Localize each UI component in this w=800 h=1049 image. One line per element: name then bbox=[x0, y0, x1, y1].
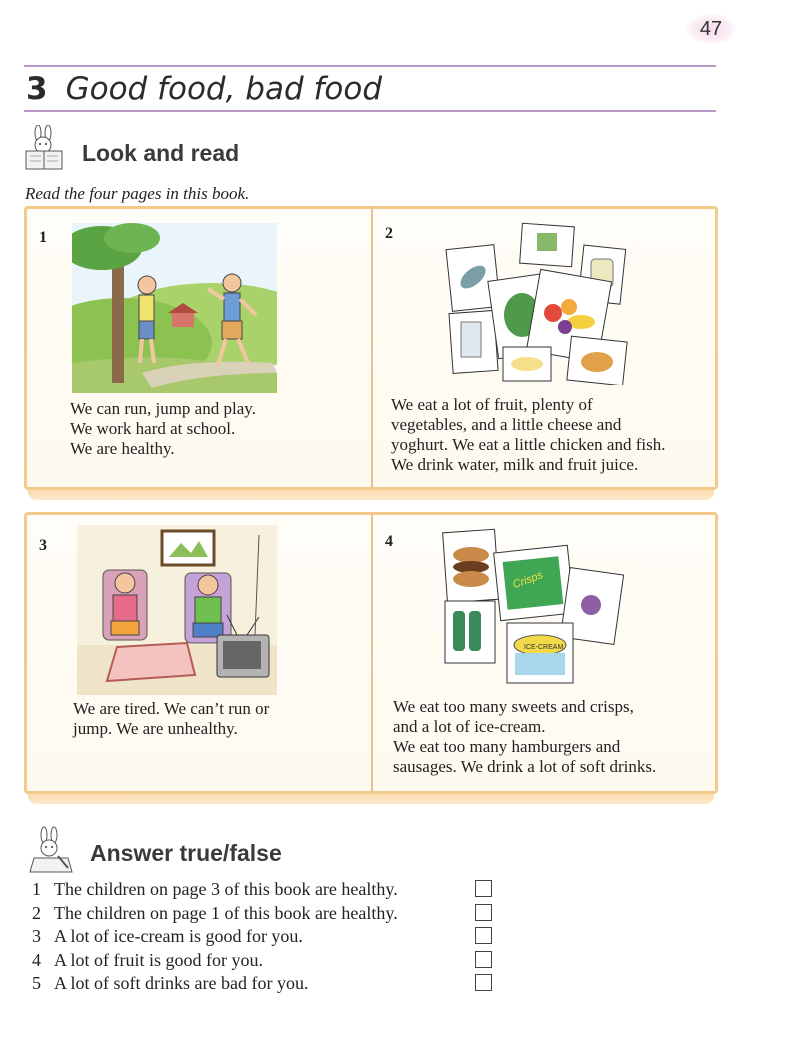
panel-line: We eat a lot of fruit, plenty of bbox=[391, 395, 593, 414]
instruction-text: Read the four pages in this book. bbox=[25, 184, 250, 203]
item-text: A lot of soft drinks are bad for you. bbox=[54, 973, 309, 993]
panel-line: jump. We are unhealthy. bbox=[73, 719, 238, 738]
book-page-edge bbox=[28, 794, 714, 804]
answer-true-false-heading: Answer true/false bbox=[90, 840, 282, 866]
list-item bbox=[32, 878, 502, 902]
answer-checkbox[interactable] bbox=[475, 904, 492, 921]
title-rule-bottom bbox=[24, 110, 716, 112]
list-item bbox=[32, 902, 502, 926]
reading-rabbit-icon bbox=[22, 125, 66, 173]
book-page-2 bbox=[372, 206, 718, 490]
panel-line: and a lot of ice-cream. bbox=[393, 717, 546, 736]
panel-line: We are tired. We can’t run or bbox=[73, 699, 270, 718]
ice-cream-label: ICE-CREAM bbox=[524, 644, 564, 651]
unit-title bbox=[26, 68, 382, 110]
panel-line: We eat too many sweets and crisps, bbox=[393, 697, 634, 716]
crisps-label: Crisps bbox=[511, 569, 545, 592]
list-item bbox=[32, 925, 502, 949]
item-number: 3 bbox=[32, 926, 41, 946]
item-text: The children on page 3 of this book are healthy. bbox=[54, 879, 398, 899]
unit-number: 3 bbox=[26, 71, 48, 107]
book-page-4 bbox=[372, 512, 718, 794]
panel-line: We eat too many hamburgers and bbox=[393, 737, 621, 756]
item-text: A lot of fruit is good for you. bbox=[54, 949, 263, 970]
look-and-read-heading: Look and read bbox=[82, 140, 240, 166]
book-page-3 bbox=[24, 512, 372, 794]
title-rule-top bbox=[24, 65, 716, 67]
panel-line: We are healthy. bbox=[70, 439, 175, 458]
item-number: 5 bbox=[32, 973, 41, 993]
list-item bbox=[32, 949, 502, 973]
item-number: 4 bbox=[32, 949, 41, 970]
panel-number: 3 bbox=[39, 537, 47, 554]
answer-checkbox[interactable] bbox=[475, 974, 492, 991]
item-text: A lot of ice-cream is good for you. bbox=[54, 926, 303, 946]
panel-number: 1 bbox=[39, 229, 47, 246]
page-number: 47 bbox=[686, 14, 736, 44]
book-page-1 bbox=[24, 206, 372, 490]
panel-line: We work hard at school. bbox=[70, 419, 236, 438]
book-spread-1 bbox=[24, 206, 718, 490]
answer-checkbox[interactable] bbox=[475, 880, 492, 897]
true-false-list bbox=[32, 878, 502, 996]
item-text: The children on page 1 of this book are healthy. bbox=[54, 902, 398, 923]
panel-text bbox=[391, 395, 665, 475]
panel-line: yoghurt. We eat a little chicken and fish. bbox=[391, 435, 666, 454]
item-number: 2 bbox=[32, 902, 41, 923]
children-playing-illustration bbox=[72, 223, 277, 393]
junk-food-illustration bbox=[441, 527, 627, 687]
panel-line: We can run, jump and play. bbox=[70, 399, 256, 418]
book-page-edge bbox=[28, 490, 714, 500]
panel-line: sausages. We drink a lot of soft drinks. bbox=[393, 757, 657, 776]
panel-line: vegetables, and a little cheese and bbox=[391, 415, 622, 434]
panel-text bbox=[73, 699, 269, 739]
item-number: 1 bbox=[32, 879, 41, 899]
panel-number: 2 bbox=[385, 225, 393, 242]
answer-checkbox[interactable] bbox=[475, 951, 492, 968]
panel-line: We drink water, milk and fruit juice. bbox=[391, 455, 639, 474]
children-watching-tv-illustration bbox=[77, 525, 277, 695]
panel-number: 4 bbox=[385, 533, 393, 550]
panel-text bbox=[393, 697, 656, 777]
panel-text bbox=[70, 399, 256, 459]
answer-checkbox[interactable] bbox=[475, 927, 492, 944]
book-spread-2 bbox=[24, 512, 718, 794]
healthy-food-illustration bbox=[441, 217, 631, 385]
unit-title-text: Good food, bad food bbox=[65, 71, 383, 107]
writing-rabbit-icon bbox=[28, 826, 74, 876]
list-item bbox=[32, 972, 502, 996]
